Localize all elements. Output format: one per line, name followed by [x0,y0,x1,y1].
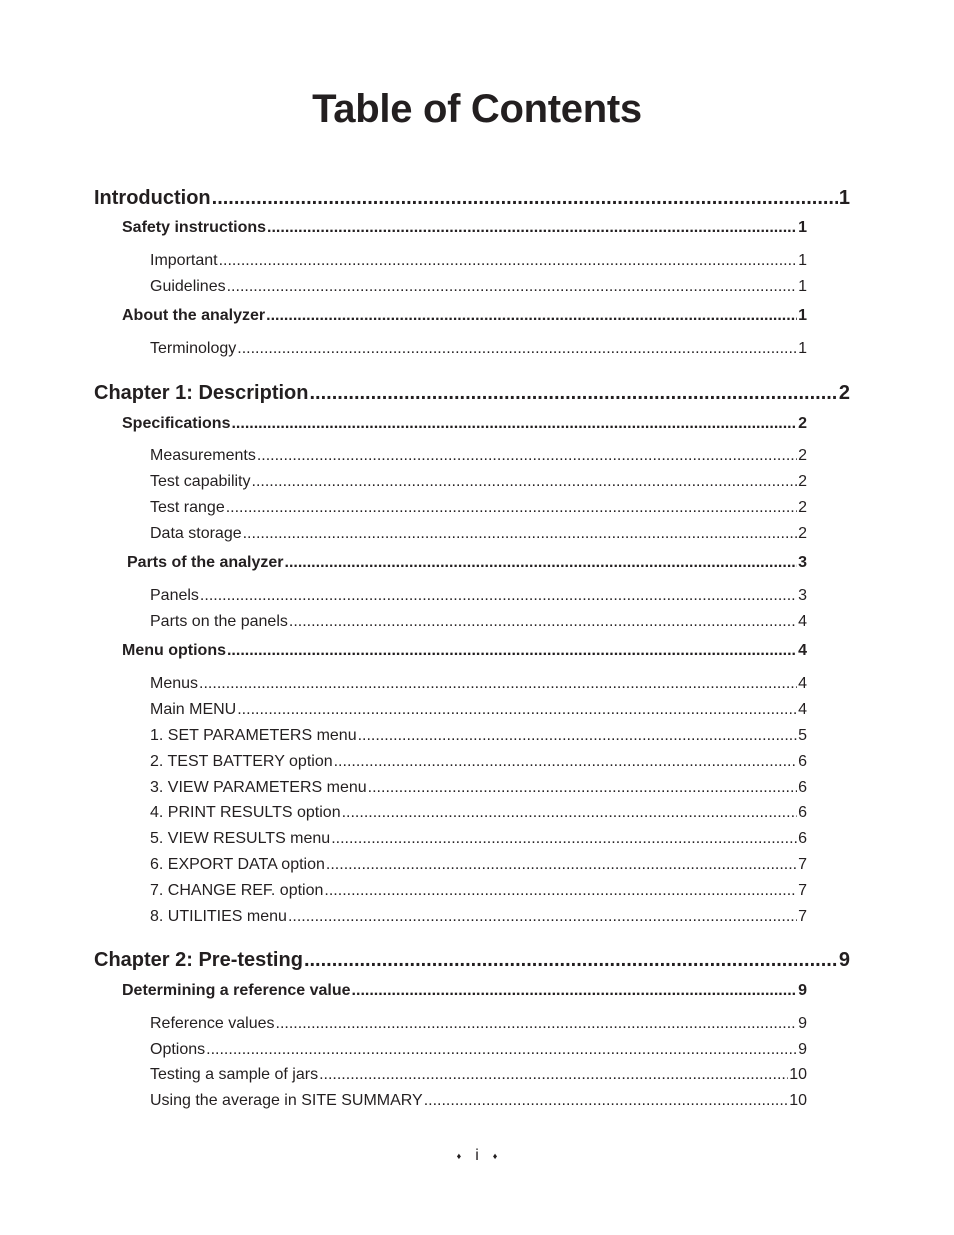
dot-leader [324,880,797,902]
toc-page-number: 7 [798,882,807,899]
dot-leader [309,380,837,406]
toc-subsection-change-ref-option[interactable] [150,880,807,902]
toc-page-number: 2 [798,415,807,432]
toc-entry-label: Panels [150,587,199,604]
toc-page-number: 9 [798,982,807,999]
toc-page-number: 1 [798,278,807,295]
toc-section-menu-options[interactable] [122,640,807,662]
toc-chapter-introduction[interactable] [94,185,850,211]
toc-subsection-set-parameters-menu[interactable] [150,725,807,747]
toc-page-number: 9 [798,1015,807,1032]
dot-leader [289,611,797,633]
toc-subsection-options[interactable] [150,1039,807,1061]
toc-page-number: 2 [838,382,850,404]
toc-page-number: 4 [798,642,807,659]
page-footer [0,1145,954,1167]
toc-section-safety-instructions[interactable] [122,217,807,239]
dot-leader [227,276,797,298]
dot-leader [212,185,838,211]
toc-entry-label: Data storage [150,525,242,542]
toc-entry-label: About the analyzer [122,307,266,324]
dot-leader [368,777,797,799]
toc-subsection-guidelines[interactable] [150,276,807,298]
toc-entry-label: Menus [150,675,199,692]
dot-leader [237,699,797,721]
toc-page-number: 6 [798,779,807,796]
toc-entry-label: 7. CHANGE REF. option [150,882,324,899]
toc-page-number: 2 [798,499,807,516]
toc-chapter-pre-testing[interactable] [94,947,850,973]
toc-entry-label: Menu options [122,642,226,659]
dot-leader [199,673,797,695]
diamond-ornament-icon: ♦ [456,1151,462,1161]
toc-page-number: 2 [798,473,807,490]
toc-subsection-using-the-average-in-site-summary[interactable] [150,1090,807,1112]
toc-subsection-main-menu[interactable] [150,699,807,721]
dot-leader [319,1064,788,1086]
toc-entry-label: Measurements [150,447,256,464]
toc-entry-label: Introduction [94,187,211,209]
toc-page-number: 1 [798,252,807,269]
toc-entry-label: Parts of the analyzer [127,554,284,571]
toc-page-number: 2 [798,525,807,542]
toc-section-determining-a-reference-value[interactable] [122,980,807,1002]
dot-leader [331,828,797,850]
dot-leader [237,338,797,360]
toc-entry-label: 2. TEST BATTERY option [150,753,333,770]
toc-page-number: 5 [798,727,807,744]
toc-entry-label: Options [150,1041,206,1058]
toc-subsection-panels[interactable] [150,585,807,607]
toc-entry-label: Testing a sample of jars [150,1066,319,1083]
toc-section-about-the-analyzer[interactable] [122,305,807,327]
toc-page-number: 7 [798,908,807,925]
dot-leader [243,523,797,545]
toc-entry-label: Test range [150,499,225,516]
toc-subsection-parts-on-the-panels[interactable] [150,611,807,633]
dot-leader [231,413,797,435]
toc-subsection-important[interactable] [150,250,807,272]
dot-leader [200,585,797,607]
dot-leader [358,725,798,747]
toc-entry-label: 8. UTILITIES menu [150,908,287,925]
toc-subsection-export-data-option[interactable] [150,854,807,876]
footer-page-number: i [475,1147,479,1165]
toc-subsection-menus[interactable] [150,673,807,695]
toc-entry-label: 1. SET PARAMETERS menu [150,727,357,744]
toc-page-number: 6 [798,830,807,847]
dot-leader [266,305,797,327]
dot-leader [424,1090,789,1112]
toc-subsection-test-capability[interactable] [150,471,807,493]
toc-page-number: 4 [798,701,807,718]
toc-entry-label: 6. EXPORT DATA option [150,856,325,873]
toc-section-specifications[interactable] [122,413,807,435]
toc-page-number: 1 [838,187,850,209]
toc-page-number: 7 [798,856,807,873]
toc-page-number: 1 [798,340,807,357]
toc-subsection-test-range[interactable] [150,497,807,519]
dot-leader [252,471,798,493]
toc-page-number: 6 [798,753,807,770]
toc-entry-label: 3. VIEW PARAMETERS menu [150,779,367,796]
toc-page-number: 10 [789,1066,807,1083]
toc-page-number: 2 [798,447,807,464]
toc-chapter-description[interactable] [94,380,850,406]
toc-subsection-measurements[interactable] [150,445,807,467]
toc-subsection-reference-values[interactable] [150,1013,807,1035]
dot-leader [326,854,797,876]
toc-entry-label: Important [150,252,218,269]
toc-entry-label: Using the average in SITE SUMMARY [150,1092,423,1109]
dot-leader [352,980,798,1002]
toc-page-number: 10 [789,1092,807,1109]
toc-entry-label: Guidelines [150,278,226,295]
toc-page-number: 3 [798,587,807,604]
dot-leader [257,445,797,467]
toc-page-number: 4 [798,675,807,692]
toc-page-number: 3 [798,554,807,571]
toc-entry-label: Determining a reference value [122,982,351,999]
toc-page-number: 1 [798,219,807,236]
toc-subsection-test-battery-option[interactable] [150,751,807,773]
toc-page-number: 1 [798,307,807,324]
toc-subsection-testing-a-sample-of-jars[interactable] [150,1064,807,1086]
dot-leader [267,217,797,239]
toc-entry-label: 5. VIEW RESULTS menu [150,830,331,847]
dot-leader [334,751,797,773]
toc-subsection-view-results-menu[interactable] [150,828,807,850]
dot-leader [226,497,797,519]
dot-leader [342,802,798,824]
page-title: Table of Contents [312,87,642,131]
toc-entry-label: Chapter 1: Description [94,382,309,404]
dot-leader [219,250,798,272]
toc-page-number: 4 [798,613,807,630]
toc-page-number: 9 [838,949,850,971]
toc-entry-label: Main MENU [150,701,237,718]
dot-leader [227,640,797,662]
toc-subsection-view-parameters-menu[interactable] [150,777,807,799]
toc-entry-label: 4. PRINT RESULTS option [150,804,341,821]
toc-page-number: 6 [798,804,807,821]
toc-subsection-print-results-option[interactable] [150,802,807,824]
toc-entry-label: Specifications [122,415,231,432]
toc-entry-label: Reference values [150,1015,275,1032]
toc-entry-label: Safety instructions [122,219,267,236]
toc-subsection-utilities-menu[interactable] [150,906,807,928]
toc-subsection-data-storage[interactable] [150,523,807,545]
dot-leader [288,906,797,928]
toc-page-number: 9 [798,1041,807,1058]
toc-entry-label: Terminology [150,340,237,357]
dot-leader [285,552,798,574]
diamond-ornament-icon: ♦ [492,1151,498,1161]
toc-subsection-terminology[interactable] [150,338,807,360]
toc-entry-label: Chapter 2: Pre-testing [94,949,303,971]
dot-leader [276,1013,798,1035]
toc-entry-label: Test capability [150,473,251,490]
toc-section-parts-of-the-analyzer[interactable] [127,552,807,574]
toc-entry-label: Parts on the panels [150,613,288,630]
dot-leader [304,947,838,973]
dot-leader [206,1039,797,1061]
